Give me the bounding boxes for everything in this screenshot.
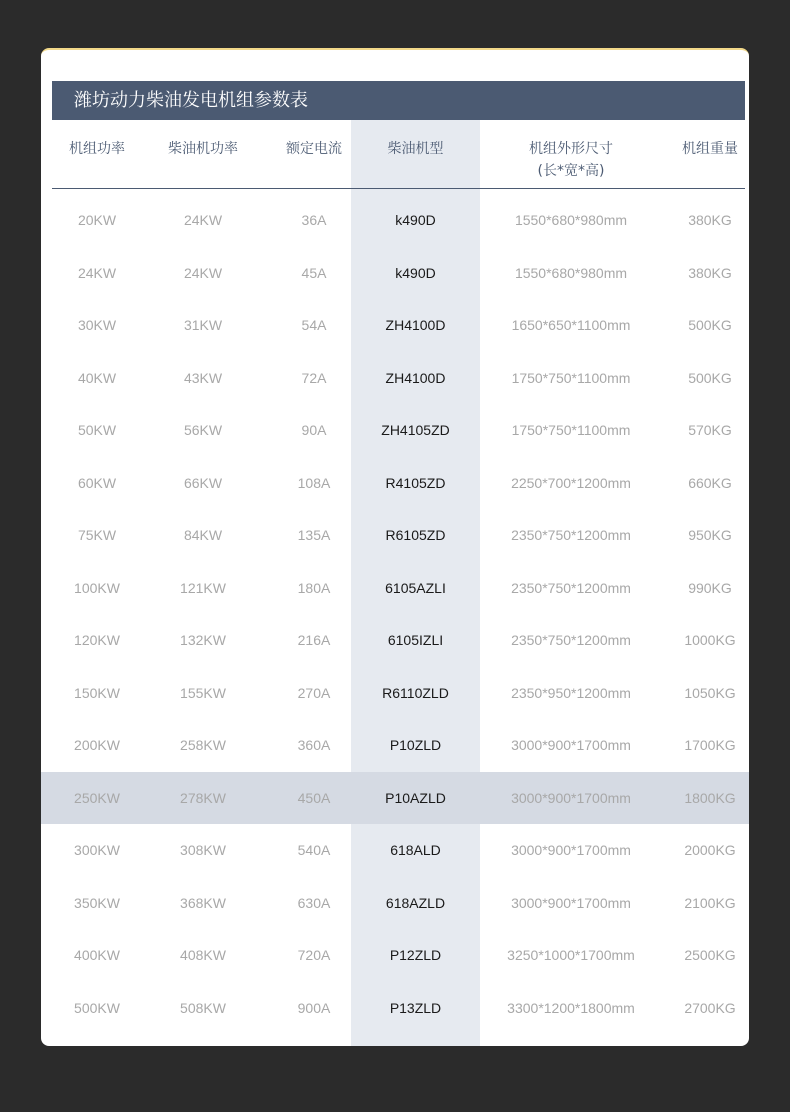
table-row [41,982,749,1035]
header-dimensions-line1: 机组外形尺寸 [529,141,613,157]
cell-weight: 2700KG [684,999,736,1016]
table-row [41,667,749,720]
header-engine-power: 柴油机功率 [168,141,238,157]
header-divider [52,188,745,189]
cell-weight: 660KG [688,474,732,491]
cell-power: 350KW [74,894,120,911]
cell-dimensions: 3250*1000*1700mm [507,947,635,963]
cell-model: 6105IZLI [351,614,480,667]
cell-power: 100KW [74,579,120,596]
table-title: 潍坊动力柴油发电机组参数表 [52,81,745,120]
cell-engine-power: 278KW [180,789,226,806]
cell-engine-power: 121KW [180,579,226,596]
table-row [41,247,749,300]
cell-model: P12ZLD [351,929,480,982]
cell-engine-power: 43KW [183,369,223,386]
cell-power: 400KW [74,947,120,963]
cell-dimensions: 1550*680*980mm [514,264,628,281]
cell-model: k490D [351,247,480,300]
table-row [41,457,749,510]
cell-model: P13ZLD [351,982,480,1035]
cell-weight: 1700KG [684,737,736,753]
cell-weight: 1800KG [684,789,736,806]
cell-power: 150KW [74,684,120,701]
table-row [41,562,749,615]
cell-dimensions: 2350*750*1200mm [511,632,631,648]
header-dimensions-line2: (长*宽*高) [537,163,605,179]
cell-engine-power: 258KW [180,737,226,753]
cell-current: 270A [297,684,331,701]
cell-current: 108A [297,474,331,491]
table-row [41,194,749,247]
cell-engine-power: 308KW [180,842,226,858]
table-row [41,824,749,877]
cell-model: P10ZLD [351,719,480,772]
cell-power: 30KW [77,317,117,333]
cell-weight: 2500KG [684,947,736,963]
cell-power: 250KW [74,789,120,806]
cell-dimensions: 1750*750*1100mm [511,422,631,438]
spec-table-card [41,48,749,1046]
cell-current: 36A [301,212,327,228]
cell-model: k490D [351,194,480,247]
cell-weight: 950KG [688,527,732,543]
cell-current: 72A [301,369,327,386]
header-power: 机组功率 [69,141,125,157]
cell-dimensions: 3000*900*1700mm [511,737,631,753]
cell-weight: 2100KG [684,894,736,911]
cell-power: 60KW [77,474,117,491]
cell-weight: 2000KG [684,842,736,858]
cell-current: 54A [301,317,327,333]
cell-power: 500KW [74,999,120,1016]
cell-power: 50KW [77,422,117,438]
table-row [41,719,749,772]
cell-current: 540A [297,842,331,858]
cell-current: 216A [297,632,331,648]
cell-model: P10AZLD [351,772,480,825]
table-row [41,404,749,457]
cell-power: 20KW [77,212,117,228]
cell-engine-power: 368KW [180,894,226,911]
table-header-row [41,120,749,188]
cell-power: 75KW [77,527,117,543]
cell-weight: 380KG [688,212,732,228]
cell-power: 200KW [74,737,120,753]
cell-model: R4105ZD [351,457,480,510]
header-model: 柴油机型 [387,141,444,157]
cell-model: R6110ZLD [351,667,480,720]
cell-weight: 380KG [688,264,732,281]
cell-weight: 990KG [688,579,732,596]
cell-power: 24KW [77,264,117,281]
table-row [41,299,749,352]
cell-dimensions: 1550*680*980mm [514,212,628,228]
header-current: 额定电流 [286,141,342,157]
cell-engine-power: 31KW [183,317,223,333]
table-row [41,614,749,667]
cell-engine-power: 155KW [180,684,226,701]
cell-model: R6105ZD [351,509,480,562]
cell-engine-power: 56KW [183,422,223,438]
cell-current: 360A [297,737,331,753]
cell-weight: 500KG [688,369,732,386]
cell-weight: 1050KG [684,684,736,701]
cell-engine-power: 508KW [180,999,226,1016]
table-row [41,877,749,930]
table-body [41,194,749,1034]
cell-engine-power: 24KW [183,212,223,228]
cell-model: 618AZLD [351,877,480,930]
cell-power: 40KW [77,369,117,386]
cell-power: 300KW [74,842,120,858]
cell-dimensions: 2250*700*1200mm [511,474,631,491]
cell-current: 450A [297,789,331,806]
cell-dimensions: 3000*900*1700mm [511,789,631,806]
cell-power: 120KW [74,632,120,648]
table-row [41,352,749,405]
header-dimensions [486,138,656,182]
cell-model: 618ALD [351,824,480,877]
header-weight: 机组重量 [682,141,738,157]
cell-model: 6105AZLI [351,562,480,615]
cell-weight: 500KG [688,317,732,333]
cell-current: 630A [297,894,331,911]
table-row [41,929,749,982]
table-row [41,509,749,562]
cell-current: 900A [297,999,331,1016]
cell-dimensions: 1750*750*1100mm [511,369,631,386]
cell-dimensions: 3000*900*1700mm [511,894,631,911]
cell-dimensions: 2350*750*1200mm [511,579,631,596]
cell-engine-power: 132KW [180,632,226,648]
cell-engine-power: 84KW [183,527,223,543]
cell-weight: 1000KG [684,632,736,648]
cell-model: ZH4100D [351,299,480,352]
cell-current: 180A [297,579,331,596]
cell-engine-power: 408KW [180,947,226,963]
cell-dimensions: 3000*900*1700mm [511,842,631,858]
cell-current: 135A [297,527,331,543]
cell-engine-power: 24KW [183,264,223,281]
cell-dimensions: 1650*650*1100mm [511,317,631,333]
cell-current: 45A [301,264,327,281]
cell-model: ZH4105ZD [351,404,480,457]
cell-dimensions: 2350*950*1200mm [511,684,631,701]
cell-dimensions: 3300*1200*1800mm [507,999,635,1016]
cell-model: ZH4100D [351,352,480,405]
cell-weight: 570KG [688,422,732,438]
cell-current: 90A [301,422,327,438]
cell-engine-power: 66KW [183,474,223,491]
cell-dimensions: 2350*750*1200mm [511,527,631,543]
cell-current: 720A [297,947,331,963]
table-row [41,772,749,825]
